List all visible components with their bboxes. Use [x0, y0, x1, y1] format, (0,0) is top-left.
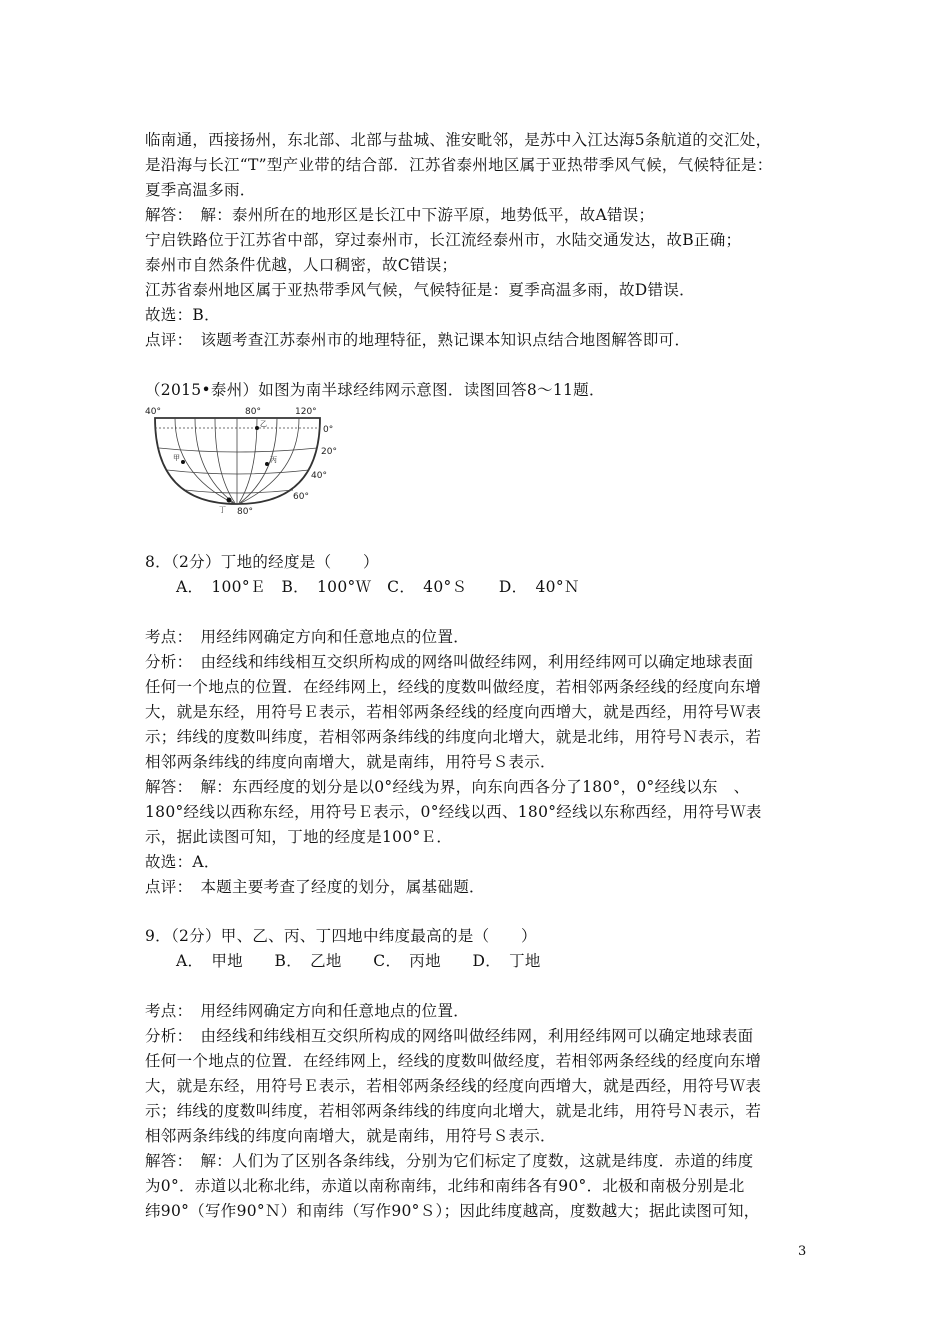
q8-line-4: 大，就是东经，用符号Ｅ表示，若相邻两条经线的经度向西增大，就是西经，用符号Ｗ表	[145, 703, 762, 721]
point-jia	[181, 460, 185, 464]
point-bing	[265, 462, 269, 466]
q8-line-10: 故选：A．	[145, 853, 220, 871]
passage-line-4: 解答： 解：泰州所在的地形区是长江中下游平原，地势低平，故A错误；	[145, 206, 655, 224]
q8-line-5: 示；纬线的度数叫纬度，若相邻两条纬线的纬度向北增大，就是北纬，用符号Ｎ表示，若	[145, 728, 762, 746]
q8-line-2: 分析： 由经线和纬线相互交织所构成的网络叫做经纬网，利用经纬网可以确定地球表面	[145, 653, 754, 671]
q9-line-8: 为0°．赤道以北称北纬，赤道以南称南纬，北纬和南纬各有90°．北极和南极分别是北	[145, 1177, 745, 1195]
q8-options: A． 100°Ｅ B． 100°Ｗ C． 40°Ｓ D． 40°Ｎ	[176, 578, 580, 596]
label-lat-60: 60°	[293, 492, 309, 502]
q9-line-3: 任何一个地点的位置．在经纬网上，经线的度数叫做经度，若相邻两条经线的经度向东增	[145, 1052, 762, 1070]
label-point-jia: 甲	[173, 454, 180, 462]
label-pole-80: 80°	[237, 507, 253, 516]
q8-line-3: 任何一个地点的位置．在经纬网上，经线的度数叫做经度，若相邻两条经线的经度向东增	[145, 678, 762, 696]
label-point-yi: 乙	[260, 420, 267, 428]
graticule-figure	[145, 404, 345, 516]
q9-line-7: 解答： 解：人们为了区别各条纬线，分别为它们标定了度数，这就是纬度．赤道的纬度	[145, 1152, 754, 1170]
label-lat-40: 40°	[311, 471, 327, 481]
parallel-40	[167, 470, 309, 474]
passage-line-1: 临南通，西接扬州，东北部、北部与盐城、淮安毗邻，是苏中入江达海5条航道的交汇处，	[145, 131, 772, 149]
q9-line-6: 相邻两条纬线的纬度向南增大，就是南纬，用符号Ｓ表示．	[145, 1127, 556, 1145]
point-ding	[227, 498, 232, 503]
q8-line-6: 相邻两条纬线的纬度向南增大，就是南纬，用符号Ｓ表示．	[145, 753, 556, 771]
passage-line-9: 点评： 该题考查江苏泰州市的地理特征，熟记课本知识点结合地图解答即可．	[145, 331, 691, 349]
q9-line-5: 示；纬线的度数叫纬度，若相邻两条纬线的纬度向北增大，就是北纬，用符号Ｎ表示，若	[145, 1102, 762, 1120]
passage-line-7: 江苏省泰州地区属于亚热带季风气候，气候特征是：夏季高温多雨，故D错误．	[145, 281, 695, 299]
label-lon-120: 120°	[295, 407, 317, 417]
passage-line-5: 宁启铁路位于江苏省中部，穿过泰州市，长江流经泰州市，水陆交通发达，故B正确；	[145, 231, 742, 249]
q9-line-4: 大，就是东经，用符号Ｅ表示，若相邻两条经线的经度向西增大，就是西经，用符号Ｗ表	[145, 1077, 762, 1095]
q9-options: A． 甲地 B． 乙地 C． 丙地 D． 丁地	[176, 952, 541, 970]
q8-line-9: 示，据此读图可知，丁地的经度是100°Ｅ．	[145, 828, 453, 846]
q8-line-8: 180°经线以西称东经，用符号Ｅ表示，0°经线以西、180°经线以东称西经，用符号Ｗ表	[145, 803, 762, 821]
q9-line-1: 考点： 用经纬网确定方向和任意地点的位置．	[145, 1002, 470, 1020]
label-lon-40: 40°	[145, 407, 161, 417]
meridian-3	[215, 418, 235, 503]
label-point-bing: 丙	[270, 456, 277, 464]
question-intro: （2015•泰州）如图为南半球经纬网示意图．读图回答8～11题．	[145, 381, 605, 399]
q8-line-1: 考点： 用经纬网确定方向和任意地点的位置．	[145, 628, 470, 646]
passage-line-8: 故选：B．	[145, 306, 220, 324]
passage-line-2: 是沿海与长江“T”型产业带的结合部．江苏省泰州地区属于亚热带季风气候，气候特征是：	[145, 156, 773, 174]
q9-stem: 9．（2分）甲、乙、丙、丁四地中纬度最高的是（ ）	[145, 927, 537, 945]
label-lon-80: 80°	[245, 407, 261, 417]
page-number: 3	[798, 1244, 807, 1259]
label-lat-20: 20°	[321, 447, 337, 457]
q8-stem: 8．（2分）丁地的经度是（ ）	[145, 553, 379, 571]
q9-line-2: 分析： 由经线和纬线相互交织所构成的网络叫做经纬网，利用经纬网可以确定地球表面	[145, 1027, 754, 1045]
passage-line-3: 夏季高温多雨．	[145, 181, 256, 199]
q9-line-9: 纬90°（写作90°Ｎ）和南纬（写作90°Ｓ）；因此纬度越高，度数越大；据此读图可知，	[145, 1202, 760, 1220]
label-point-ding: 丁	[219, 506, 226, 514]
point-yi	[255, 426, 259, 430]
meridian-5	[239, 418, 257, 503]
q8-line-7: 解答： 解：东西经度的划分是以0°经线为界，向东向西各分了180°，0°经线以东 、	[145, 778, 750, 796]
passage-line-6: 泰州市自然条件优越，人口稠密，故C错误；	[145, 256, 458, 274]
q8-line-11: 点评： 本题主要考查了经度的划分，属基础题．	[145, 878, 485, 896]
label-lat-0: 0°	[323, 425, 334, 435]
parallel-60	[185, 490, 293, 493]
